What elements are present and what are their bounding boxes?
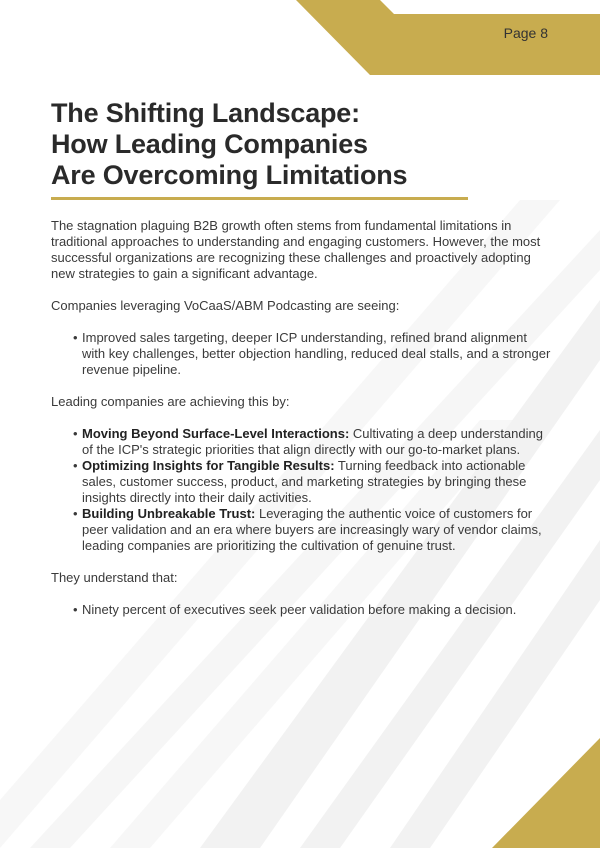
bullet-text: Cultivating a deep understanding of the ICP's strategic priorities that align directly with our go-to-market plans. — [82, 426, 543, 457]
section2-lead: Leading companies are achieving this by: — [51, 394, 290, 409]
bullet-heading: Moving Beyond Surface-Level Interactions: — [82, 426, 350, 441]
bottom-gold-triangle — [492, 738, 600, 848]
list-item: • Improved sales targeting, deeper ICP understanding, refined brand alignment with key challenges, better objection handling, reduced deal stalls, and a stronger revenue pipeline. — [73, 330, 551, 378]
list-item — [73, 426, 551, 458]
list-item — [73, 506, 551, 554]
list-item: • Ninety percent of executives seek peer validation before making a decision. — [73, 602, 551, 618]
bullet-heading: Optimizing Insights for Tangible Results: — [82, 458, 335, 473]
section1-lead: Companies leveraging VoCaaS/ABM Podcasting are seeing: — [51, 298, 400, 313]
title-line-2: How Leading Companies — [51, 129, 368, 159]
bullet-text: Turning feedback into actionable sales, customer success, product, and marketing strategies by bringing these insights directly into their daily activities. — [82, 458, 527, 505]
section2-list — [51, 426, 551, 554]
section1-list — [51, 330, 551, 378]
page-title — [51, 98, 551, 191]
title-underline — [51, 197, 468, 200]
bullet-heading: Building Unbreakable Trust: — [82, 506, 256, 521]
page-number: Page 8 — [503, 25, 548, 41]
title-line-3: Are Overcoming Limitations — [51, 160, 408, 190]
intro-paragraph: The stagnation plaguing B2B growth often stems from fundamental limitations in traditional approaches to understanding and engaging customers. However, the most successful organizations are recognizing these challenges and proactively adopting new strategies to gain a significant advantage. — [51, 218, 541, 281]
section3-list — [51, 602, 551, 618]
list-item — [73, 458, 551, 506]
main-content — [51, 98, 551, 618]
bullet-text: Leveraging the authentic voice of customers for peer validation and an era where buyers are increasingly wary of vendor claims, leading companies are prioritizing the cultivation of genuine trust. — [82, 506, 542, 553]
top-white-notch — [380, 0, 600, 14]
section3-lead: They understand that: — [51, 570, 178, 585]
title-line-1: The Shifting Landscape: — [51, 98, 360, 128]
